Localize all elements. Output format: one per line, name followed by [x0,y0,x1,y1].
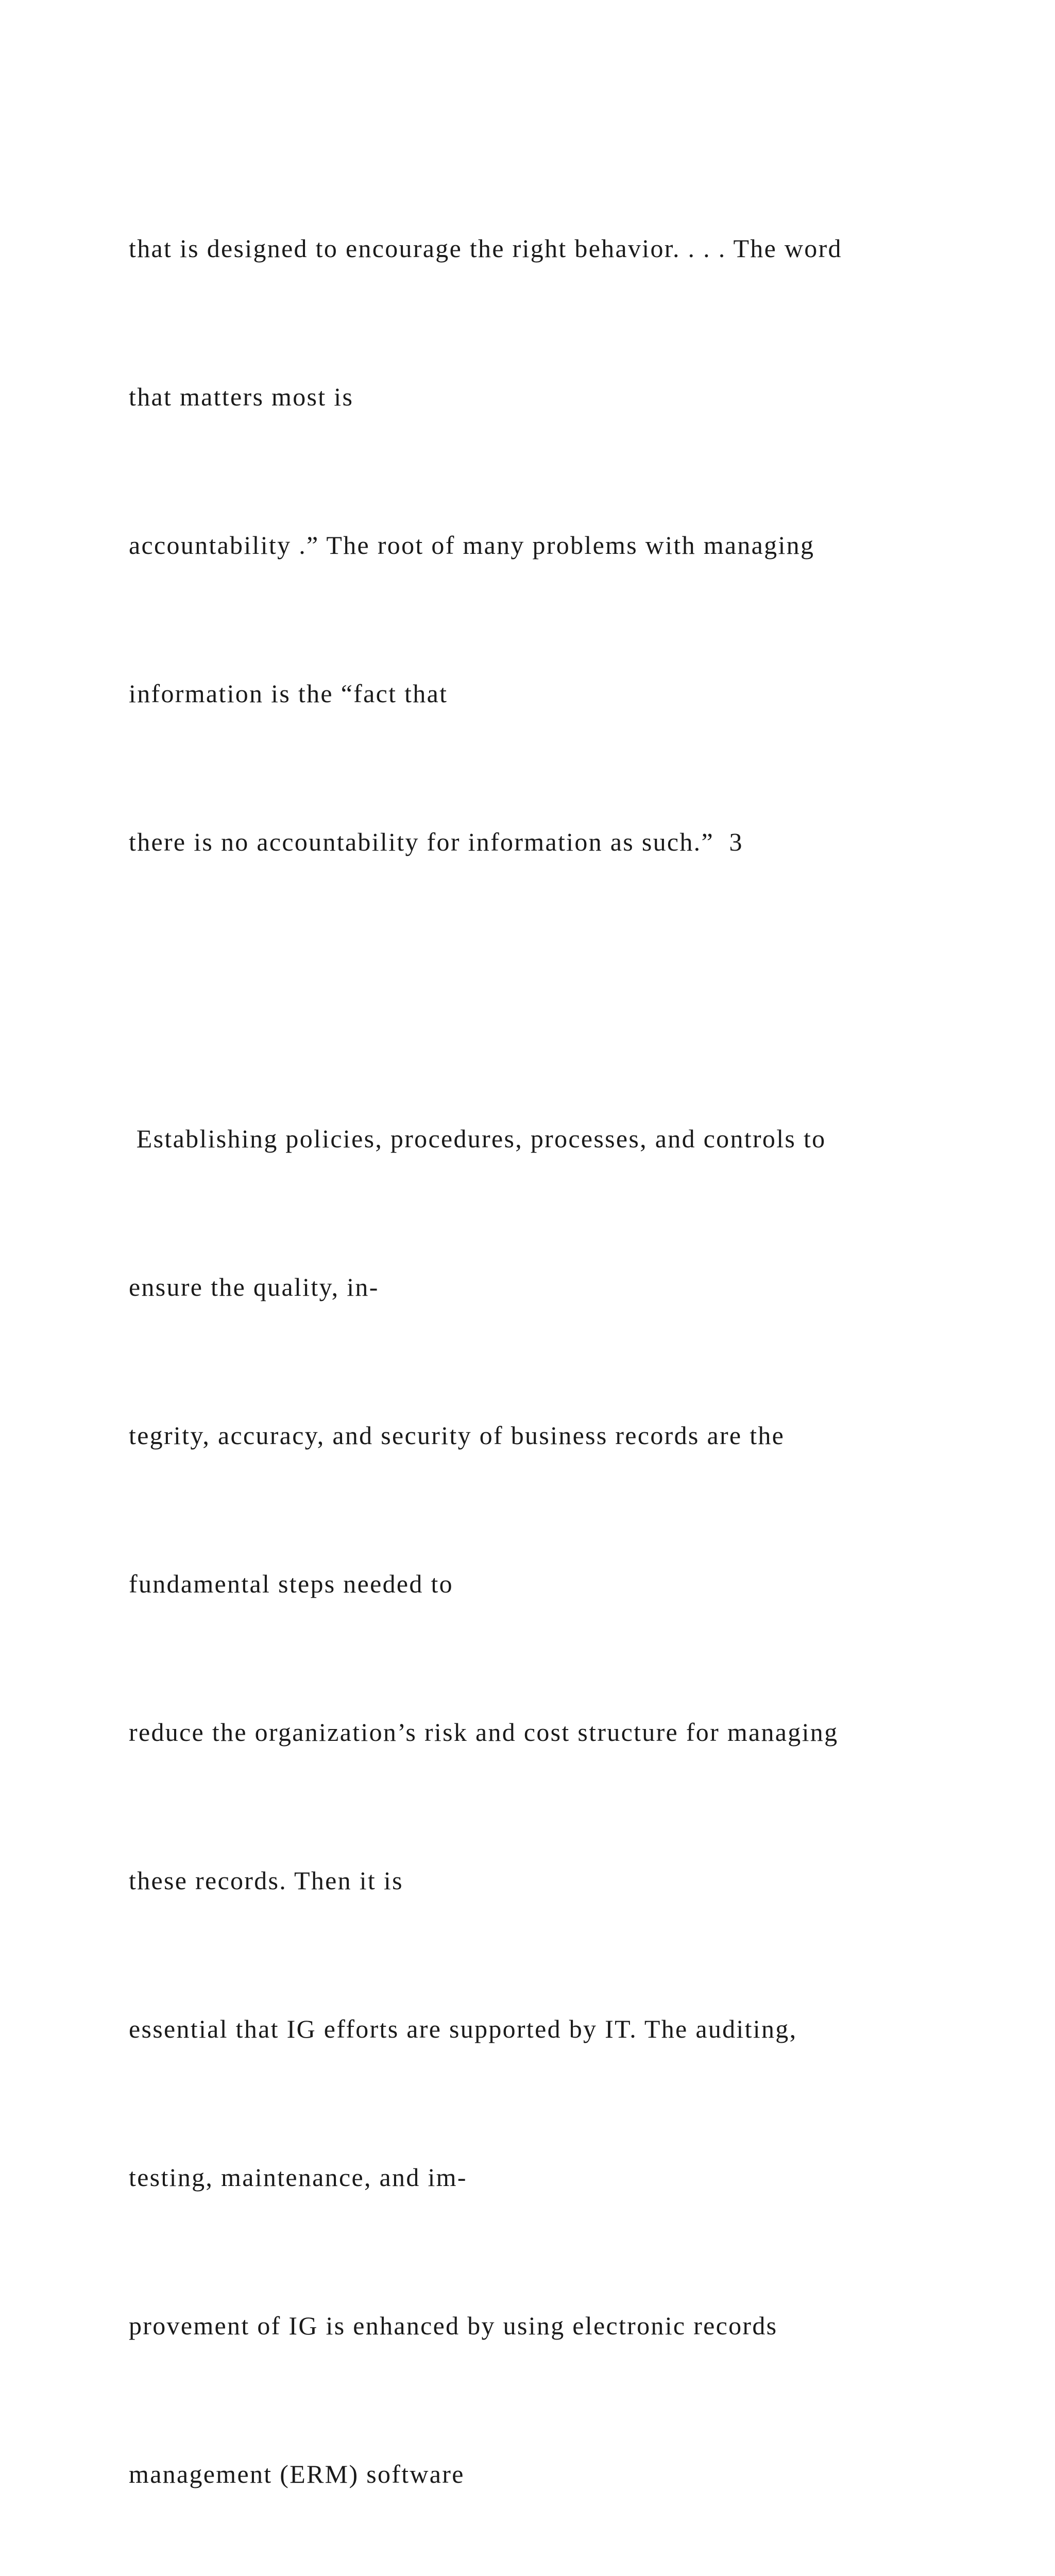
text-line: provement of IG is enhanced by using electronic records [129,2311,778,2340]
text-line: ensure the quality, in- [129,1273,379,1301]
text-line: these records. Then it is [129,1866,403,1895]
text-line: that is designed to encourage the right behavior. . . . The word [129,234,842,263]
text-line: testing, maintenance, and im- [129,2163,467,2192]
document-body-text [129,125,1046,2576]
text-line: information is the “fact that [129,679,448,708]
text-line: accountability .” The root of many problems with managing [129,531,815,560]
blank-line [129,965,1046,1015]
text-line: tegrity, accuracy, and security of business records are the [129,1421,785,1450]
text-line: essential that IG efforts are supported by IT. The auditing, [129,2014,797,2043]
text-line: fundamental steps needed to [129,1569,453,1598]
text-line: there is no accountability for information as such.” 3 [129,827,743,856]
text-line: that matters most is [129,382,354,411]
text-line: management (ERM) software [129,2460,465,2488]
text-line: reduce the organization’s risk and cost structure for managing [129,1718,839,1747]
text-line: Establishing policies, procedures, processes, and controls to [129,1124,826,1153]
